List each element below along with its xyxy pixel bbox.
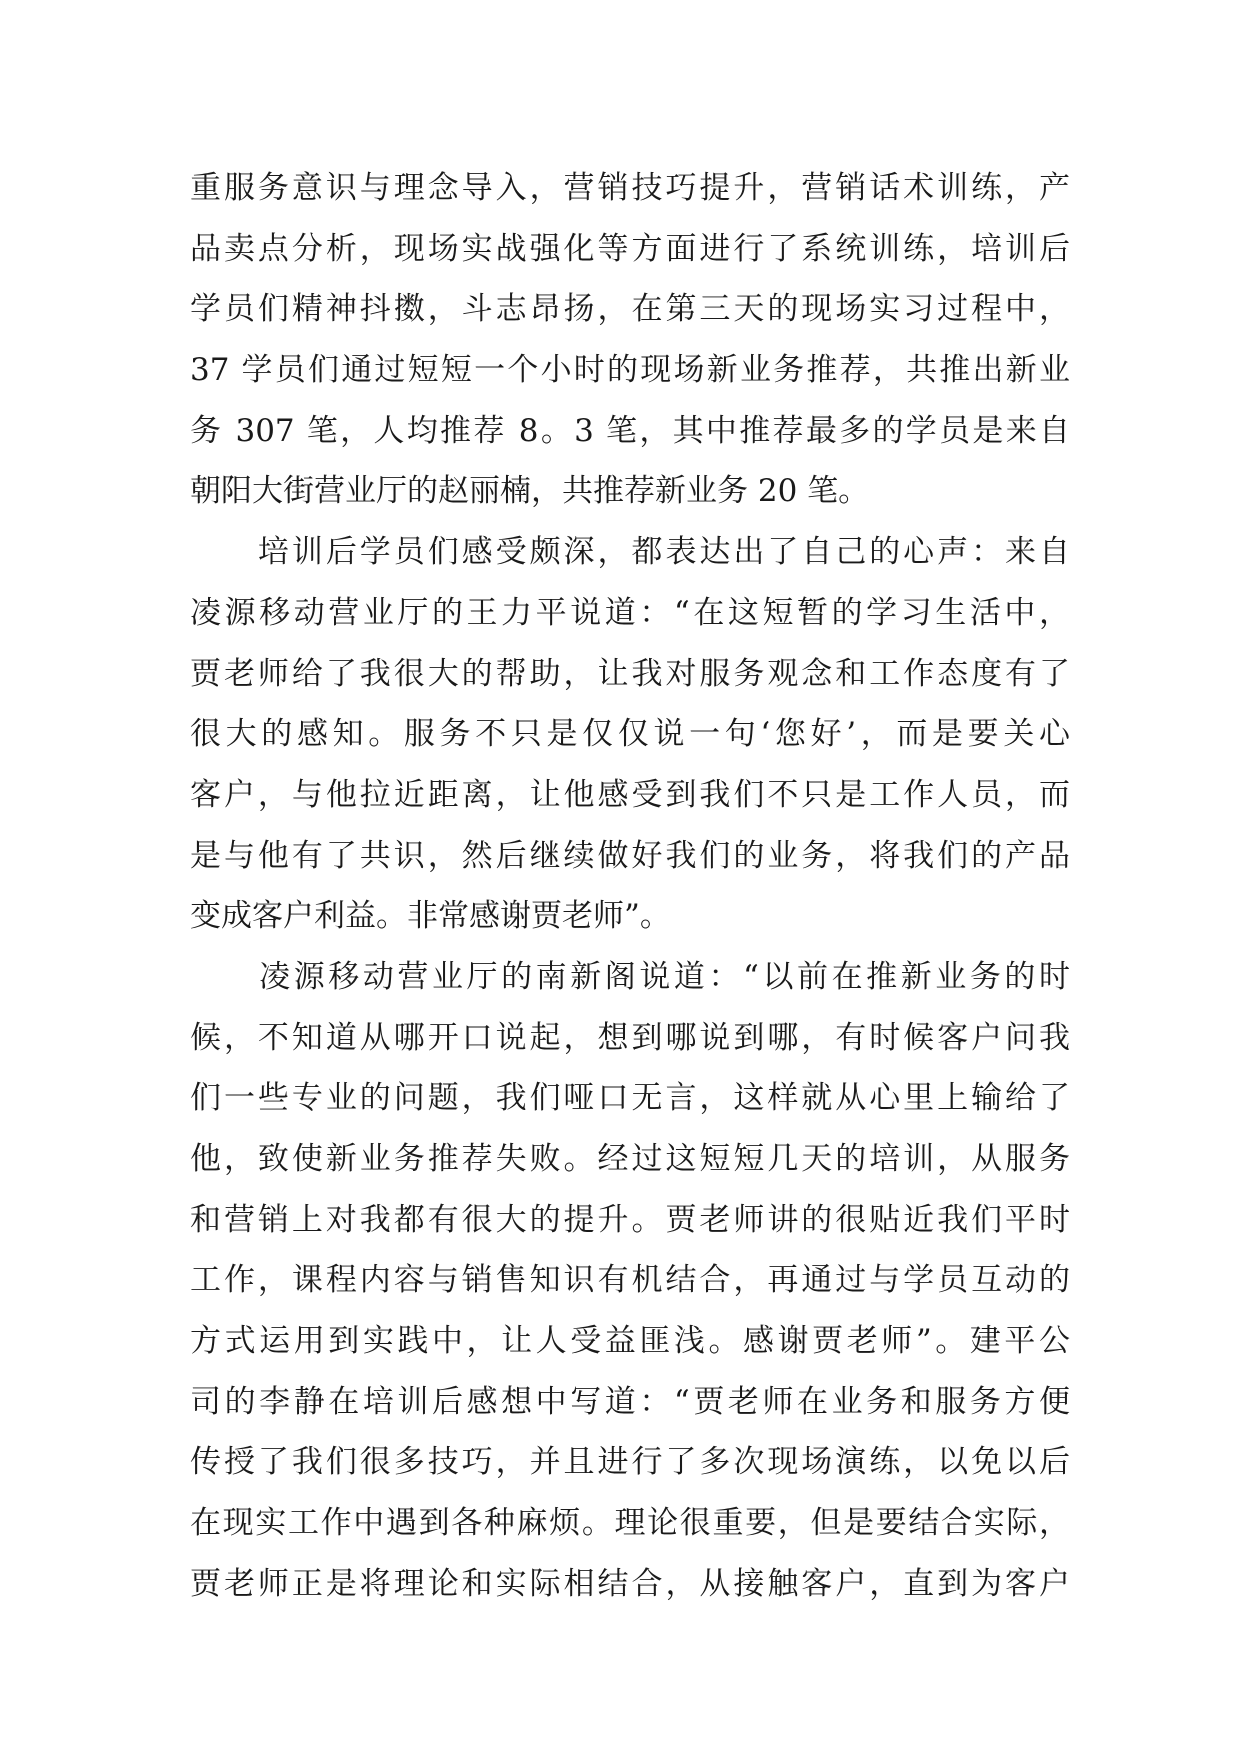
text-line: 贾老师正是将理论和实际相结合，从接触客户，直到为客户 bbox=[190, 1565, 1070, 1602]
text-line: 方式运用到实践中，让人受益匪浅。感谢贾老师”。建平公 bbox=[190, 1323, 1070, 1360]
text-line: 传授了我们很多技巧，并且进行了多次现场演练，以免以后 bbox=[190, 1444, 1070, 1481]
text-line: 在现实工作中遇到各种麻烦。理论很重要，但是要结合实际， bbox=[190, 1505, 1070, 1542]
text-line: 他，致使新业务推荐失败。经过这短短几天的培训，从服务 bbox=[190, 1141, 1070, 1177]
text-line: 朝阳大街营业厅的赵丽楠，共推荐新业务 20 笔。 bbox=[190, 473, 870, 510]
text-line: 重服务意识与理念导入，营销技巧提升，营销话术训练，产 bbox=[190, 170, 1070, 206]
text-line: 候，不知道从哪开口说起，想到哪说到哪，有时候客户问我 bbox=[190, 1019, 1070, 1056]
text-line: 司的李静在培训后感想中写道：“贾老师在业务和服务方便 bbox=[190, 1383, 1070, 1420]
text-line: 37 学员们通过短短一个小时的现场新业务推荐，共推出新业 bbox=[190, 352, 1070, 389]
text-line: 学员们精神抖擞，斗志昂扬，在第三天的现场实习过程中， bbox=[190, 291, 1070, 328]
text-line: 凌源移动营业厅的南新阁说道：“以前在推新业务的时 bbox=[190, 958, 1070, 995]
text-line: 工作，课程内容与销售知识有机结合，再通过与学员互动的 bbox=[190, 1262, 1070, 1299]
text-line: 品卖点分析，现场实战强化等方面进行了系统训练，培训后 bbox=[190, 230, 1070, 267]
text-line: 变成客户利益。非常感谢贾老师”。 bbox=[190, 898, 671, 935]
document-body bbox=[190, 158, 1070, 1615]
text-line: 是与他有了共识，然后继续做好我们的业务，将我们的产品 bbox=[190, 837, 1070, 874]
text-line: 培训后学员们感受颇深，都表达出了自己的心声：来自 bbox=[190, 534, 1070, 571]
text-line: 凌源移动营业厅的王力平说道：“在这短暂的学习生活中， bbox=[190, 594, 1070, 631]
text-line: 客户，与他拉近距离，让他感受到我们不只是工作人员，而 bbox=[190, 776, 1070, 813]
text-line: 和营销上对我都有很大的提升。贾老师讲的很贴近我们平时 bbox=[190, 1201, 1070, 1238]
text-line: 很大的感知。服务不只是仅仅说一句‘您好’，而是要关心 bbox=[190, 716, 1070, 753]
text-line: 贾老师给了我很大的帮助，让我对服务观念和工作态度有了 bbox=[190, 655, 1070, 692]
text-line: 们一些专业的问题，我们哑口无言，这样就从心里上输给了 bbox=[190, 1080, 1070, 1117]
text-line: 务 307 笔，人均推荐 8。3 笔，其中推荐最多的学员是来自 bbox=[190, 412, 1070, 449]
